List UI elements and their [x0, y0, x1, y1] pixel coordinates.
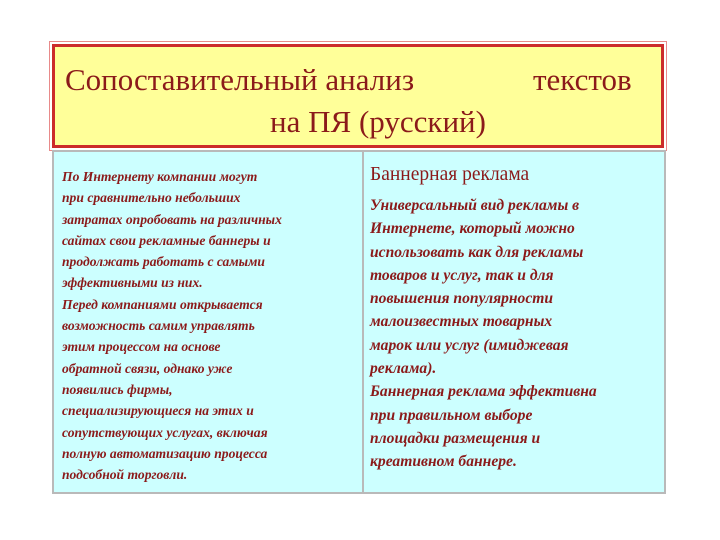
- left-line: обратной связи, однако уже: [62, 360, 233, 376]
- left-line: возможность самим управлять: [62, 318, 255, 334]
- slide-title-line-2: на ПЯ (русский): [270, 104, 486, 139]
- right-line: марок или услуг (имиджевая: [370, 336, 569, 354]
- right-column-heading: Баннерная реклама: [370, 164, 530, 185]
- left-line: сопутствующих услугах, включая: [62, 424, 268, 440]
- left-line: этим процессом на основе: [62, 339, 221, 355]
- right-line: реклама).: [370, 360, 437, 378]
- right-line: площадки размещения и: [370, 429, 541, 447]
- slide-title-box: [52, 44, 664, 148]
- left-line: специализирующиеся на этих и: [62, 403, 254, 419]
- slide-title-part-a: Сопоставительный анализ: [65, 62, 415, 97]
- right-column-body: [370, 194, 666, 474]
- left-line: полную автоматизацию процесса: [62, 445, 268, 461]
- right-line: использовать как для рекламы: [370, 243, 584, 261]
- right-line: малоизвестных товарных: [370, 313, 553, 331]
- right-line: повышения популярности: [370, 290, 554, 308]
- left-line: продолжать работать с самыми: [62, 254, 265, 270]
- right-line: при правильном выборе: [370, 406, 533, 424]
- left-line: затратах опробовать на различных: [62, 211, 282, 227]
- right-line: Универсальный вид рекламы в: [370, 197, 580, 214]
- left-column-text: [62, 166, 358, 485]
- left-line: сайтах свои рекламные баннеры и: [62, 232, 271, 248]
- left-line: Перед компаниями открывается: [62, 296, 263, 312]
- slide-title-line-1: [65, 63, 661, 97]
- comparison-table: [52, 150, 666, 494]
- right-line: Баннерная реклама эффективна: [370, 383, 597, 401]
- slide-title-part-b: текстов: [533, 62, 632, 97]
- left-line: появились фирмы,: [62, 381, 173, 397]
- right-line: Интернете, который можно: [370, 220, 575, 238]
- right-line: товаров и услуг, так и для: [370, 266, 554, 284]
- column-divider: [362, 152, 364, 492]
- left-line: подсобной торговли.: [62, 467, 188, 483]
- right-column-text: [370, 162, 666, 474]
- left-line: эффективными из них.: [62, 275, 203, 291]
- right-line: креативном баннере.: [370, 453, 517, 471]
- left-line: при сравнительно небольших: [62, 190, 241, 206]
- left-line: По Интернету компании могут: [62, 169, 258, 184]
